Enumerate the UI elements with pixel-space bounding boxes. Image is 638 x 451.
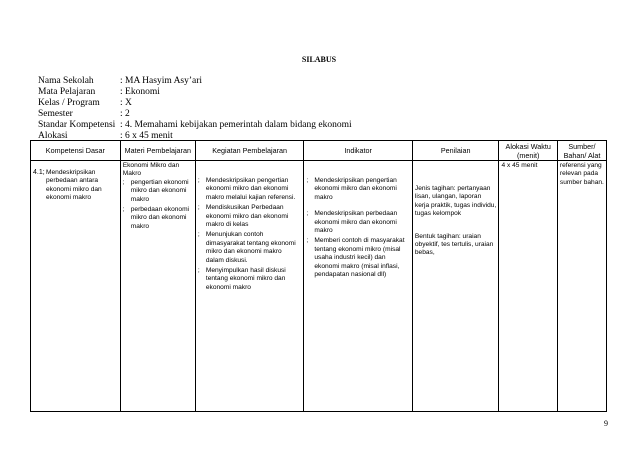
list-item: ; pengertian ekonomi mikro dan ekonomi makro [123,179,193,204]
header-alokasi: Alokasi Waktu (menit) [499,141,557,161]
info-value: : X [120,98,132,108]
table-row [31,161,607,412]
list-item: ; Mendeskripsikan perbedaan ekonomi mikro dan ekonomi makro [306,210,410,235]
page-number: 9 [604,419,608,428]
materi-title: Ekonomi Mikro dan Makro [122,162,180,178]
header-indikator: Indikator [304,141,413,161]
info-label: Mata Pelajaran [38,87,96,97]
info-row [38,87,352,98]
identity-block [38,76,352,142]
cell-kompetensi-dasar [31,161,121,412]
info-row [38,98,352,109]
list-item: ; perbedaan ekonomi mikro dan ekonomi makro [123,206,193,231]
list-item: ; Mendeskripsikan pengertian ekonomi mikro dan ekonomi makro melalui kajian referensi. [198,177,302,202]
table-header-row [31,141,607,161]
syllabus-table [30,140,607,412]
info-label: Alokasi [38,131,68,141]
cell-kegiatan [195,161,304,412]
info-value: : Ekonomi [120,87,160,97]
header-materi: Materi Pembelajaran [120,141,195,161]
cell-penilaian [412,161,499,412]
info-row [38,109,352,120]
info-label: Nama Sekolah [38,76,94,86]
cell-sumber: referensi yang relevan pada sumber bahan. [557,161,606,412]
info-row [38,76,352,87]
info-value: : 4. Memahami kebijakan pemerintah dalam bidang ekonomi [120,120,352,130]
list-item: ; Menyimpulkan hasil diskusi tentang ekonomi mikro dan ekonomi makro [198,267,302,292]
cell-materi [120,161,195,412]
page-title: SILABUS [301,55,337,64]
info-value: : 2 [120,109,130,119]
info-value: : MA Hasyim Asy’ari [120,76,203,86]
kd-number: 4.1; [33,169,45,176]
header-sumber: Sumber/ Bahan/ Alat [557,141,606,161]
cell-indikator [304,161,413,412]
kd-text: Mendeskripsikan perbedaan antara ekonomi mikro dan ekonomi makro [46,169,102,202]
list-item: ; Mendeskripsikan pengertian ekonomi mikro dan ekonomi makro [306,177,410,202]
header-kompetensi-dasar: Kompetensi Dasar [31,141,121,161]
header-kegiatan: Kegiatan Pembelajaran [195,141,304,161]
list-item: ; Mendiskusikan Perbedaan ekonomi mikro dan ekonomi makro di kelas [198,204,302,229]
header-penilaian: Penilaian [412,141,499,161]
info-row [38,120,352,131]
list-item: ; Menunjukan contoh dimasyarakat tentang ekonomi mikro dan ekonomi makro dalam diskusi. [198,231,302,265]
info-label: Standar Kompetensi [38,120,116,130]
penilaian-jenis: Jenis tagihan: pertanyaan lisan, ulangan, laporan kerja praktik, tugas individu, tugas kelompok [414,185,497,218]
list-item: ; Memberi contoh di masyarakat tentang ekonomi mikro (misal usaha industri kecil) dan ekonomi makro (misal inflasi, pendapatan nasional dll) [306,237,410,279]
info-label: Semester [38,109,73,119]
cell-alokasi: 4 x 45 menit [499,161,557,412]
info-label: Kelas / Program [38,98,100,108]
penilaian-bentuk: Bentuk tagihan: uraian obyektif, tes tertulis, uraian bebas, [414,232,494,257]
info-value: : 6 x 45 menit [120,131,173,141]
